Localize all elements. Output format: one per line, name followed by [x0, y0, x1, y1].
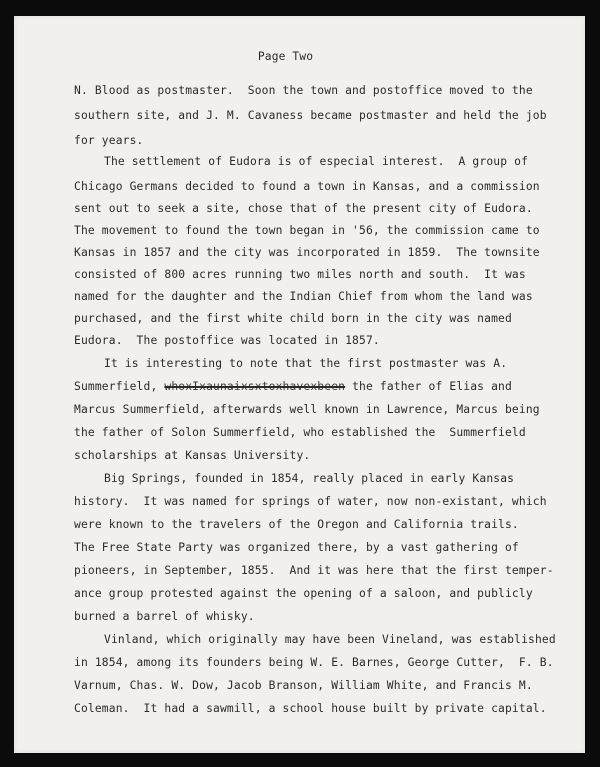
text-line: southern site, and J. M. Cavaness became postmaster and held the job: [74, 109, 547, 122]
text-line: in 1854, among its founders being W. E. Barnes, George Cutter, F. B.: [74, 656, 554, 669]
paragraph-start-line: It is interesting to note that the first postmaster was A.: [104, 357, 508, 370]
text-line: purchased, and the first white child born in the city was named: [74, 312, 512, 325]
struck-out-text: whoxIxaunaixsxtoxhavexbeen: [164, 380, 346, 393]
text-line: for years.: [74, 134, 144, 147]
paragraph-start-line: Big Springs, founded in 1854, really placed in early Kansas: [104, 472, 515, 485]
text-line: Marcus Summerfield, afterwards well known in Lawrence, Marcus being: [74, 403, 540, 416]
text-line: The movement to found the town began in '56, the commission came to: [74, 224, 540, 237]
page-title: Page Two: [257, 50, 314, 63]
text-line: N. Blood as postmaster. Soon the town and postoffice moved to the: [74, 84, 533, 97]
text-line: Coleman. It had a sawmill, a school house built by private capital.: [74, 702, 547, 715]
text-line-with-strikeout: [74, 380, 512, 394]
paragraph-start-line: Vinland, which originally may have been Vineland, was established: [104, 633, 556, 646]
paragraph-start-line: The settlement of Eudora is of especial interest. A group of: [104, 155, 529, 168]
text-line: Eudora. The postoffice was located in 1857.: [74, 334, 380, 347]
text-line: burned a barrel of whisky.: [74, 610, 255, 623]
text-line: history. It was named for springs of water, now non-existant, which: [74, 495, 547, 508]
text-line: ance group protested against the opening of a saloon, and publicly: [74, 587, 533, 600]
text-line: consisted of 800 acres running two miles north and south. It was: [74, 268, 526, 281]
text-line: sent out to seek a site, chose that of the present city of Eudora.: [74, 202, 533, 215]
text-fragment: Summerfield,: [74, 380, 158, 393]
text-line: scholarships at Kansas University.: [74, 449, 311, 462]
text-line: The Free State Party was organized there, by a vast gathering of: [74, 541, 519, 554]
text-line: the father of Solon Summerfield, who established the Summerfield: [74, 426, 526, 439]
text-line: named for the daughter and the Indian Chief from whom the land was: [74, 290, 533, 303]
text-line: Varnum, Chas. W. Dow, Jacob Branson, William White, and Francis M.: [74, 679, 533, 692]
text-line: Kansas in 1857 and the city was incorporated in 1859. The townsite: [74, 246, 540, 259]
text-line: pioneers, in September, 1855. And it was here that the first temper-: [74, 564, 554, 577]
text-line: Chicago Germans decided to found a town in Kansas, and a commission: [74, 180, 540, 193]
text-fragment: the father of Elias and: [352, 380, 512, 393]
text-line: were known to the travelers of the Oregon and California trails.: [74, 518, 519, 531]
